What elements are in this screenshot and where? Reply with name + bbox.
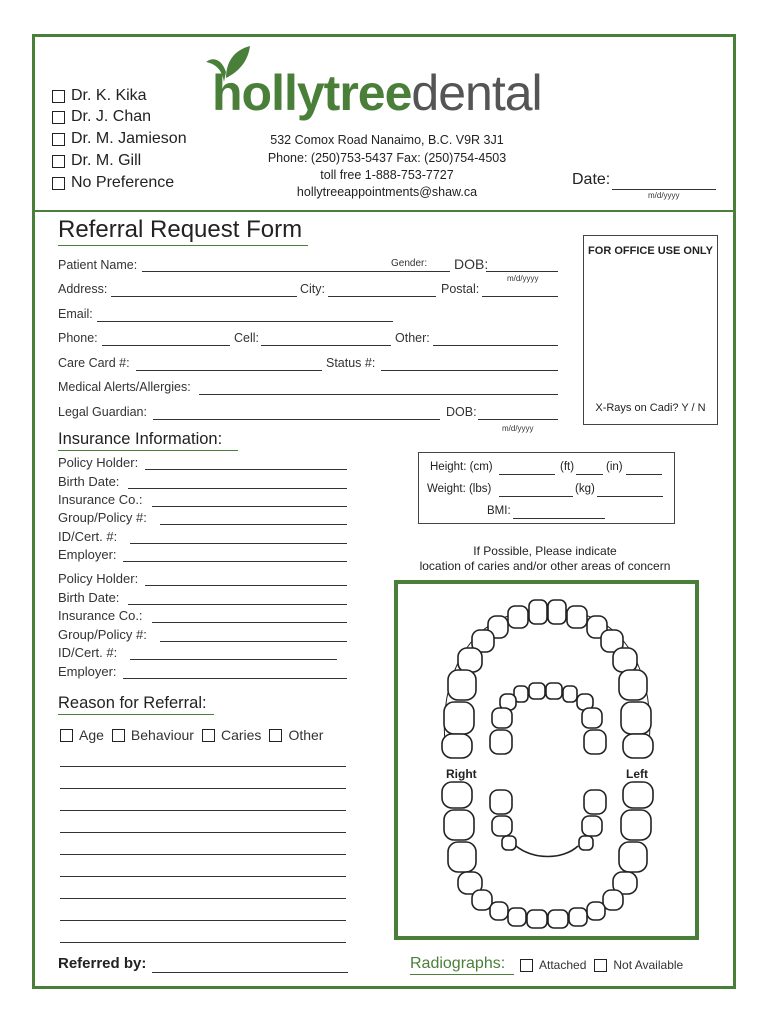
doctor-option-no-preference[interactable] <box>52 174 174 192</box>
clinic-email: hollytreeappointments@shaw.ca <box>296 185 478 199</box>
patient-name-field[interactable] <box>142 271 450 272</box>
reason-line[interactable] <box>60 832 346 833</box>
referred-by-label: Referred by: <box>58 955 147 972</box>
teeth-note-line1: If Possible, Please indicate <box>473 544 617 558</box>
group-policy-label-1: Group/Policy #: <box>58 510 147 525</box>
reason-line[interactable] <box>60 920 346 921</box>
radiographs-not-available-checkbox[interactable] <box>594 959 607 972</box>
postal-label: Postal: <box>441 282 480 296</box>
height-ft-field[interactable] <box>576 474 603 475</box>
date-label: Date: <box>572 171 611 188</box>
policy-holder-field-1[interactable] <box>145 469 347 470</box>
radiographs-label: Radiographs: <box>410 955 506 972</box>
checkbox[interactable] <box>52 177 65 190</box>
doctor-option-kika[interactable] <box>52 87 147 105</box>
insurance-underline <box>58 450 238 451</box>
clinic-address: 532 Comox Road Nanaimo, B.C. V9R 3J1 <box>270 133 504 147</box>
birth-date-label-2: Birth Date: <box>58 590 120 605</box>
reason-line[interactable] <box>60 766 346 767</box>
reason-caries-label: Caries <box>220 727 262 743</box>
weight-lbs-label: Weight: (lbs) <box>427 483 492 495</box>
policy-holder-label-2: Policy Holder: <box>58 571 139 586</box>
referred-by-field[interactable] <box>152 972 348 973</box>
doctor-option-gill[interactable] <box>52 152 141 170</box>
date-field[interactable] <box>612 189 716 190</box>
reason-behaviour-label: Behaviour <box>130 727 194 743</box>
insurance-co-field-2[interactable] <box>152 622 347 623</box>
reason-behaviour-checkbox[interactable] <box>112 729 125 742</box>
logo-bold-text: hollytree <box>212 65 412 121</box>
form-title: Referral Request Form <box>58 216 303 243</box>
reason-age-checkbox[interactable] <box>60 729 73 742</box>
right-label: Right <box>446 767 477 781</box>
radiographs-attached-label: Attached <box>539 958 587 972</box>
birth-date-field-2[interactable] <box>128 604 347 605</box>
id-cert-field-2[interactable] <box>130 659 337 660</box>
office-use-box <box>583 235 718 425</box>
doctor-label: Dr. K. Kika <box>71 87 147 104</box>
clinic-tollfree: toll free 1-888-753-7727 <box>320 168 454 182</box>
city-label: City: <box>300 282 325 296</box>
guardian-label: Legal Guardian: <box>58 405 147 419</box>
insurance-co-label-1: Insurance Co.: <box>58 492 143 507</box>
insurance-co-field-1[interactable] <box>152 506 347 507</box>
left-label: Left <box>626 767 648 781</box>
clinic-phone: Phone: (250)753-5437 Fax: (250)754-4503 <box>267 151 507 165</box>
phone-label: Phone: <box>58 331 98 345</box>
employer-label-1: Employer: <box>58 547 117 562</box>
id-cert-label-1: ID/Cert. #: <box>58 529 118 544</box>
height-cm-field[interactable] <box>499 474 555 475</box>
phone-field[interactable] <box>102 345 230 346</box>
care-card-field[interactable] <box>136 370 322 371</box>
title-underline <box>58 245 308 246</box>
id-cert-field-1[interactable] <box>130 543 347 544</box>
care-card-label: Care Card #: <box>58 356 130 370</box>
address-label: Address: <box>58 282 108 296</box>
tooth-chart-icon[interactable] <box>398 584 695 936</box>
dob-field[interactable] <box>486 271 558 272</box>
reason-caries-checkbox[interactable] <box>202 729 215 742</box>
height-in-label: (in) <box>606 461 623 473</box>
policy-holder-label-1: Policy Holder: <box>58 455 139 470</box>
reason-line[interactable] <box>60 810 346 811</box>
dob-label: DOB: <box>454 256 489 272</box>
cell-field[interactable] <box>261 345 391 346</box>
birth-date-label-1: Birth Date: <box>58 474 120 489</box>
guardian-dob-field[interactable] <box>478 419 558 420</box>
reason-options <box>60 727 323 743</box>
checkbox[interactable] <box>52 111 65 124</box>
id-cert-label-2: ID/Cert. #: <box>58 645 118 660</box>
cell-label: Cell: <box>234 331 260 345</box>
height-ft-label: (ft) <box>560 461 575 473</box>
reason-line[interactable] <box>60 942 346 943</box>
clinic-logo <box>212 64 542 122</box>
weight-kg-label: (kg) <box>575 483 595 495</box>
xrays-cadi-label: X-Rays on Cadi? Y / N <box>595 402 706 414</box>
tooth-chart-box[interactable] <box>394 580 699 940</box>
city-field[interactable] <box>328 296 436 297</box>
bmi-field[interactable] <box>513 518 605 519</box>
reason-age-label: Age <box>79 727 104 743</box>
doctor-label: Dr. M. Jamieson <box>71 130 187 147</box>
doctor-label: Dr. M. Gill <box>71 152 142 169</box>
insurance-co-label-2: Insurance Co.: <box>58 608 143 623</box>
teeth-note-line2: location of caries and/or other areas of concern <box>419 559 671 573</box>
height-cm-label: Height: (cm) <box>430 461 493 473</box>
patient-name-label: Patient Name: <box>58 258 138 272</box>
header-divider <box>35 210 733 212</box>
doctor-label: Dr. J. Chan <box>71 108 152 125</box>
checkbox[interactable] <box>52 133 65 146</box>
gender-label: Gender: <box>391 258 428 269</box>
birth-date-field-1[interactable] <box>128 488 347 489</box>
employer-field-1[interactable] <box>123 561 347 562</box>
logo-light-text: dental <box>411 65 542 121</box>
reason-line[interactable] <box>60 898 346 899</box>
date-format-hint: m/d/yyyy <box>648 191 680 200</box>
radiographs-attached-checkbox[interactable] <box>520 959 533 972</box>
guardian-dob-label: DOB: <box>446 405 477 419</box>
doctor-option-chan[interactable] <box>52 108 151 126</box>
employer-field-2[interactable] <box>123 678 347 679</box>
medical-alerts-label: Medical Alerts/Allergies: <box>58 380 191 394</box>
group-policy-field-1[interactable] <box>160 524 347 525</box>
reason-line[interactable] <box>60 876 346 877</box>
weight-kg-field[interactable] <box>597 496 663 497</box>
status-field[interactable] <box>381 370 558 371</box>
email-label: Email: <box>58 307 93 321</box>
reason-underline <box>58 714 214 715</box>
reason-other-label: Other <box>288 727 324 743</box>
guardian-field[interactable] <box>153 419 440 420</box>
doctor-option-jamieson[interactable] <box>52 130 187 148</box>
address-field[interactable] <box>111 296 297 297</box>
height-in-field[interactable] <box>626 474 662 475</box>
group-policy-label-2: Group/Policy #: <box>58 627 147 642</box>
radiographs-options <box>520 958 683 972</box>
status-label: Status #: <box>326 356 376 370</box>
reason-other-checkbox[interactable] <box>269 729 282 742</box>
reason-line[interactable] <box>60 854 346 855</box>
dob-format-hint: m/d/yyyy <box>507 274 539 283</box>
insurance-title: Insurance Information: <box>58 430 223 448</box>
other-phone-label: Other: <box>395 331 430 345</box>
reason-title: Reason for Referral: <box>58 694 207 712</box>
radiographs-underline <box>410 974 514 975</box>
weight-lbs-field[interactable] <box>499 496 573 497</box>
medical-alerts-field[interactable] <box>199 394 558 395</box>
bmi-label: BMI: <box>487 505 511 517</box>
group-policy-field-2[interactable] <box>160 641 347 642</box>
employer-label-2: Employer: <box>58 664 117 679</box>
guardian-dob-format-hint: m/d/yyyy <box>502 424 534 433</box>
office-use-title: FOR OFFICE USE ONLY <box>588 245 713 257</box>
measurements-box <box>418 452 675 524</box>
email-field[interactable] <box>97 321 393 322</box>
checkbox[interactable] <box>52 155 65 168</box>
reason-line[interactable] <box>60 788 346 789</box>
policy-holder-field-2[interactable] <box>145 585 347 586</box>
other-phone-field[interactable] <box>433 345 558 346</box>
radiographs-not-available-label: Not Available <box>613 958 684 972</box>
doctor-label: No Preference <box>71 174 175 191</box>
postal-field[interactable] <box>482 296 558 297</box>
checkbox[interactable] <box>52 90 65 103</box>
